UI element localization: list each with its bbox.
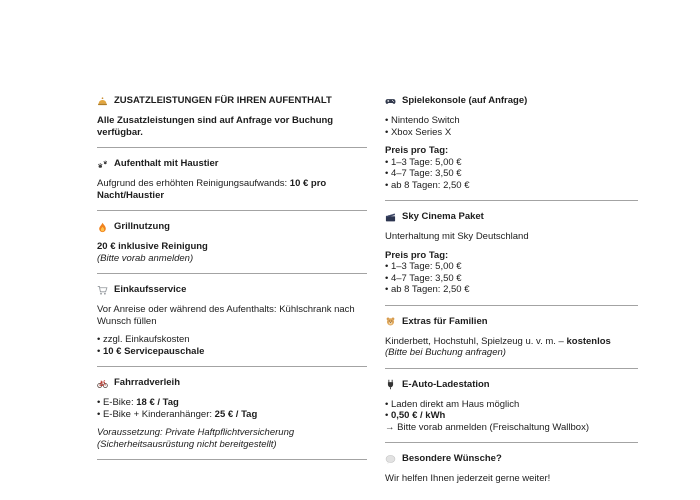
section-divider xyxy=(385,442,638,443)
section-heading-sky-cinema xyxy=(385,211,638,223)
section-text: Wir helfen Ihnen jederzeit gerne weiter! xyxy=(385,473,551,484)
section-haustier xyxy=(97,158,367,201)
section-text: Aufgrund des erhöhten Reinigungsaufwands: 10 € pro Nacht/Haustier xyxy=(97,178,327,201)
speech-balloon-icon xyxy=(385,454,396,465)
section-title: E-Auto-Ladestation xyxy=(402,378,490,390)
section-title: Grillnutzung xyxy=(114,221,170,232)
section-text: Alle Zusatzleistungen sind auf Anfrage vor Buchung verfügbar. xyxy=(97,115,334,138)
fire-icon xyxy=(97,222,108,233)
section-title: Aufenthalt mit Haustier xyxy=(114,158,219,169)
section-heading-zusatzleistungen-title xyxy=(97,95,367,107)
section-e-auto-ladestation xyxy=(385,379,638,434)
section-heading-spielekonsole xyxy=(385,95,638,107)
section-text: Kinderbett, Hochstuhl, Spielzeug u. v. m. – kostenlos (Bitte bei Buchung anfragen) xyxy=(385,335,611,358)
section-besondere-wuensche xyxy=(385,453,638,485)
section-divider xyxy=(385,305,638,306)
section-heading-grillnutzung xyxy=(97,221,367,233)
section-text: Vor Anreise oder während des Aufenthalts: Kühlschrank nach Wunsch füllen xyxy=(97,304,355,327)
section-einkaufsservice xyxy=(97,284,367,357)
section-heading-besondere-wuensche xyxy=(385,453,638,465)
game-controller-icon xyxy=(385,96,396,107)
section-text: • zzgl. Einkaufskosten • 10 € Servicepauschale xyxy=(97,334,205,357)
section-heading-einkaufsservice xyxy=(97,284,367,296)
section-divider xyxy=(97,459,367,460)
right-column xyxy=(385,95,638,492)
section-title: Einkaufsservice xyxy=(114,284,187,295)
section-text: Preis pro Tag: • 1–3 Tage: 5,00 € • 4–7 Tage: 3,50 € • ab 8 Tagen: 2,50 € xyxy=(385,249,470,295)
section-divider xyxy=(97,273,367,274)
section-sky-cinema xyxy=(385,211,638,296)
section-divider xyxy=(97,147,367,148)
section-text: • Laden direkt am Haus möglich • 0,50 € / kWh → Bitte vorab anmelden (Freischaltung Wallbox) xyxy=(385,398,589,433)
section-title: Spielekonsole (auf Anfrage) xyxy=(402,95,528,106)
section-zusatzleistungen-title xyxy=(97,95,367,138)
services-page xyxy=(97,95,638,492)
paw-prints-icon xyxy=(97,159,108,170)
section-text: Voraussetzung: Private Haftpflichtversicherung (Sicherheitsausrüstung nicht bereitgestellt) xyxy=(97,427,295,450)
section-fahrradverleih xyxy=(97,377,367,450)
section-text: 20 € inklusive Reinigung (Bitte vorab anmelden) xyxy=(97,241,208,264)
shopping-cart-icon xyxy=(97,285,108,296)
section-title: Besondere Wünsche? xyxy=(402,453,502,464)
section-title: Sky Cinema Paket xyxy=(402,211,484,222)
section-text: Unterhaltung mit Sky Deutschland xyxy=(385,231,529,242)
section-title: Fahrradverleih xyxy=(114,377,180,388)
section-text: Preis pro Tag: • 1–3 Tage: 5,00 € • 4–7 Tage: 3,50 € • ab 8 Tagen: 2,50 € xyxy=(385,145,470,191)
section-title: Extras für Familien xyxy=(402,315,488,327)
left-column xyxy=(97,95,367,492)
section-spielekonsole xyxy=(385,95,638,191)
section-heading-e-auto-ladestation xyxy=(385,379,638,391)
plug-icon xyxy=(385,379,396,390)
section-text: • Nintendo Switch • Xbox Series X xyxy=(385,115,460,138)
section-extras-familien xyxy=(385,316,638,359)
section-heading-fahrradverleih xyxy=(97,377,367,389)
service-bell-icon xyxy=(97,96,108,107)
section-divider xyxy=(385,368,638,369)
section-divider xyxy=(97,210,367,211)
section-heading-haustier xyxy=(97,158,367,170)
bicycle-icon xyxy=(97,378,108,389)
section-heading-extras-familien xyxy=(385,316,638,328)
section-divider xyxy=(97,366,367,367)
section-text: • E-Bike: 18 € / Tag • E-Bike + Kinderanhänger: 25 € / Tag xyxy=(97,397,258,420)
section-title: ZUSATZLEISTUNGEN FÜR IHREN AUFENTHALT xyxy=(114,95,332,106)
teddy-bear-icon xyxy=(385,316,396,327)
clapperboard-icon xyxy=(385,212,396,223)
section-divider xyxy=(385,200,638,201)
section-grillnutzung xyxy=(97,221,367,264)
